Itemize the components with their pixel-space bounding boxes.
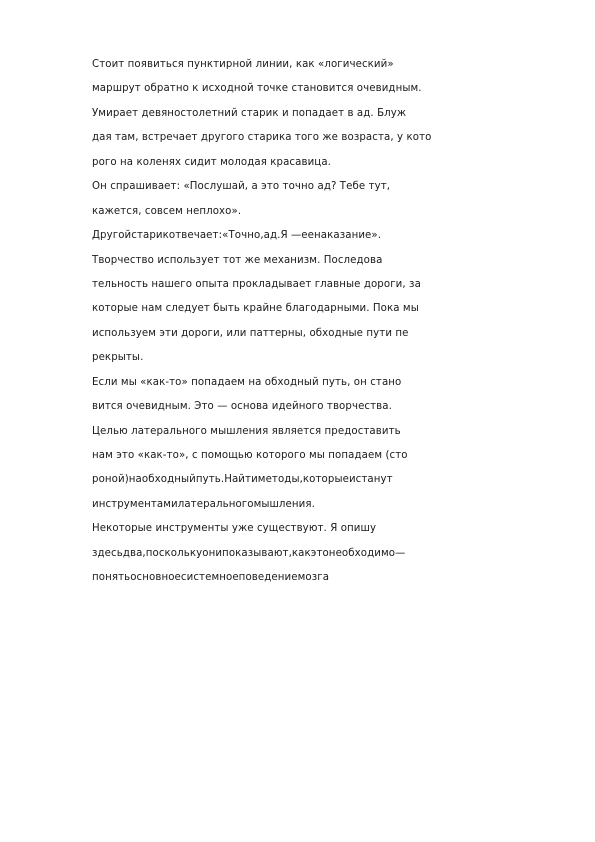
- text-line: понятьосновноесистемноеповедениемозга: [92, 572, 330, 584]
- text-line: нам это «как-то», с помощью которого мы попадаем (сто: [92, 450, 408, 461]
- text-line: Он спрашивает: «Послушай, а это точно ад? Тебе тут,: [92, 181, 391, 193]
- text-line: вится очевидным. Это — основа идейного творчества.: [92, 401, 392, 413]
- text-line: Если мы «как-то» попадаем на обходный путь, он стано: [92, 376, 402, 388]
- text-line: кажется, совсем неплохо».: [92, 205, 242, 217]
- text-line: рекрыты.: [92, 352, 144, 364]
- text-line: Творчество использует тот же механизм. Последова: [92, 254, 383, 266]
- text-line: тельность нашего опыта прокладывает главные дороги, за: [92, 278, 421, 290]
- text-line: маршрут обратно к исходной точке становится очевидным.: [92, 83, 422, 95]
- text-line: здесьдва,посколькуонипоказывают,какэтонеобходимо—: [92, 547, 406, 559]
- text-line: инструментамилатеральногомышления.: [92, 498, 315, 510]
- text-line: рого на коленях сидит молодая красавица.: [92, 156, 332, 168]
- text-line: Стоит появиться пунктирной линии, как «логический»: [92, 59, 394, 70]
- text-line: которые нам следует быть крайне благодарными. Пока мы: [92, 303, 419, 315]
- text-line: Умирает девяностолетний старик и попадает в ад. Блуж: [92, 107, 407, 119]
- text-line: Некоторые инструменты уже существуют. Я опишу: [92, 523, 377, 535]
- text-line: Целью латерального мышления является предоставить: [92, 425, 401, 437]
- text-line: дая там, встречает другого старика того же возраста, у кото: [92, 132, 432, 144]
- text-line: используем эти дороги, или паттерны, обходные пути пе: [92, 327, 409, 339]
- body-text: [92, 53, 532, 591]
- text-line: Другойстарикотвечает:«Точно,ад.Я —еенаказание».: [92, 230, 382, 242]
- text-line: роной)наобходныйпуть.Найтиметоды,которыеистанут: [92, 474, 393, 486]
